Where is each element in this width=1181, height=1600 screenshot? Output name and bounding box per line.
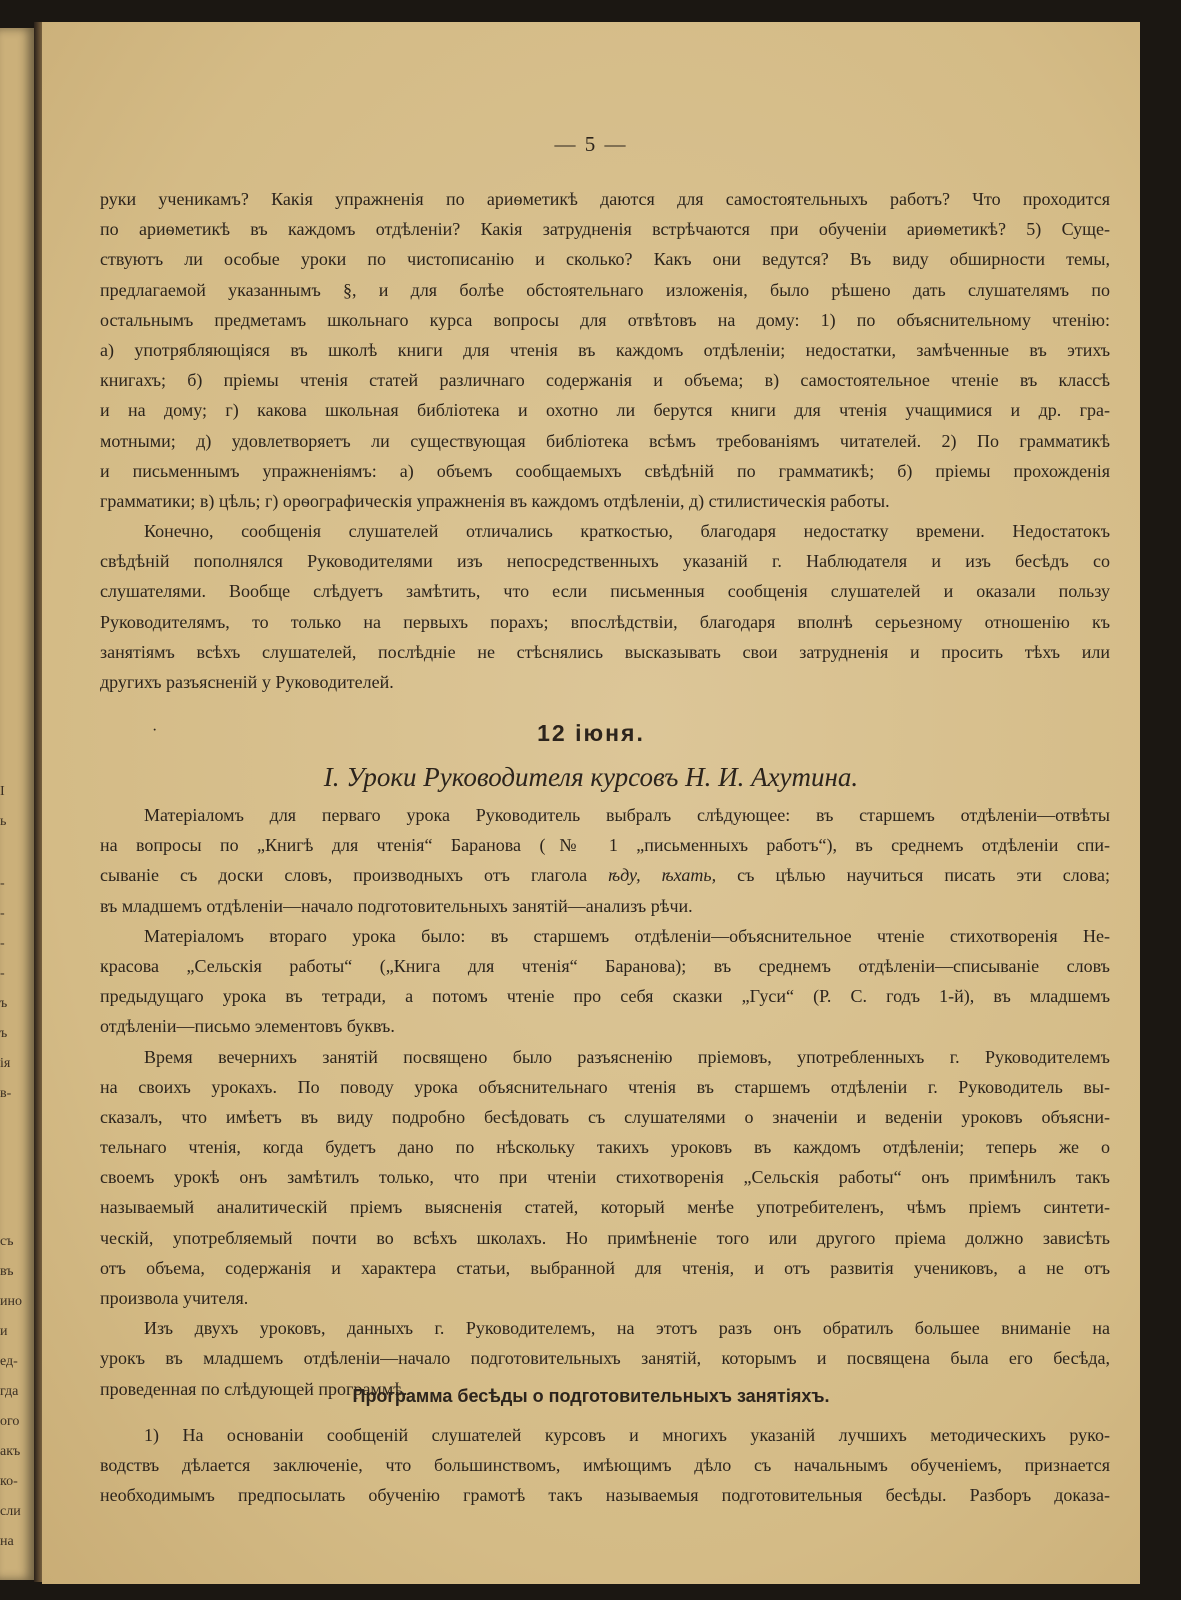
margin-fragment: гда	[0, 1384, 19, 1399]
text-line: грамматики; в) цѣль; г) орѳографическія упражненія въ каждомъ отдѣленіи, д) стилистическія работы.	[100, 490, 890, 511]
margin-fragment: ъ	[0, 1026, 8, 1041]
stray-dot: ·	[152, 722, 158, 739]
text-line: въ младшемъ отдѣленіи—начало подготовительныхъ занятій—анализъ рѣчи.	[100, 895, 693, 916]
text-line: Руководителямъ, то только на первыхъ порахъ; впослѣдствіи, благодаря вполнѣ серьезному отношенію къ	[100, 611, 1110, 632]
margin-fragment: акъ	[0, 1444, 21, 1459]
text-run: съ цѣлью научиться писать эти слова;	[716, 865, 1110, 886]
text-line: Конечно, сообщенія слушателей отличались краткостью, благодаря недостатку времени. Недостатокъ	[144, 521, 1110, 542]
margin-fragment: ед-	[0, 1354, 18, 1369]
text-line: произвола учителя.	[100, 1288, 249, 1308]
text-line: предлагаемой указаннымъ §, и для болѣе обстоятельнаго изложенія, было рѣшено дать слушателямъ по	[100, 279, 1110, 300]
margin-fragment: сли	[0, 1504, 21, 1519]
text-line: слушателями. Вообще слѣдуетъ замѣтить, что если письменныя сообщенія слушателей и оказали пользу	[100, 581, 1110, 602]
text-line: красова „Сельскія работы“ („Книга для чтенія“ Баранова); въ среднемъ отдѣленіи—списываніе словъ	[100, 955, 1110, 976]
margin-fragment: в-	[0, 1086, 12, 1101]
text-line: на своихъ урокахъ. По поводу урока объяснительнаго чтенія въ старшемъ отдѣленіи г. Руководитель вы-	[100, 1076, 1110, 1097]
margin-fragment: ь	[0, 814, 7, 829]
text-line: Время вечернихъ занятій посвящено было разъясненію пріемовъ, употребленныхъ г. Руководителемъ	[144, 1046, 1110, 1067]
text-block-program	[100, 1420, 1110, 1511]
date-heading: 12 іюня.	[537, 720, 645, 746]
text-line: водствъ дѣлается заключеніе, что большинствомъ, имѣющимъ дѣло съ начальнымъ обученіемъ, признается	[100, 1455, 1110, 1476]
text-line: сказалъ, что имѣетъ въ виду подробно бесѣдовать съ слушателями о значеніи и веденіи уроковъ объясни-	[100, 1106, 1110, 1127]
text-line: урокъ въ младшемъ отдѣленіи—начало подготовительныхъ занятій, которымъ и посвящена была его бесѣда,	[100, 1348, 1110, 1369]
text-line: на вопросы по „Книгѣ для чтенія“ Баранова (№ 1 „письменныхъ работъ“), въ среднемъ отдѣленіи спи-	[100, 835, 1110, 856]
text-line: Матеріаломъ для перваго урока Руководитель выбралъ слѣдующее: въ старшемъ отдѣленіи—отвѣты	[144, 805, 1110, 825]
text-line: руки ученикамъ? Какія упражненія по ариѳметикѣ даются для самостоятельныхъ работъ? Что проходится	[100, 189, 1110, 209]
text-run: сываніе съ доски словъ, производныхъ отъ глагола	[100, 865, 609, 886]
margin-fragment: ино	[0, 1294, 22, 1309]
text-line: 1) На основаніи сообщеній слушателей курсовъ и многихъ указаній лучшихъ методическихъ руко-	[144, 1425, 1110, 1445]
text-line: а) употрябляющіяся въ школѣ книги для чтенія въ каждомъ отдѣленіи; недостатки, замѣченные въ этихъ	[100, 339, 1110, 360]
text-line: и на дому; г) какова школьная библіотека и охотно ли берутся книги для чтенія учащимися и др. гра-	[100, 400, 1110, 421]
text-line: занятіямъ всѣхъ слушателей, послѣдніе не стѣснялись высказывать свои затрудненія и просить тѣхъ или	[100, 641, 1110, 662]
margin-fragment: -	[0, 906, 5, 921]
text-line: предыдущаго урока въ тетради, а потомъ чтеніе про себя сказки „Гуси“ (Р. С. годъ 1-й), въ младшемъ	[100, 986, 1110, 1007]
text-line: и письменнымъ упражненіямъ: а) объемъ сообщаемыхъ свѣдѣній по грамматикѣ; б) пріемы прохожденія	[100, 460, 1110, 481]
margin-fragment: ія	[0, 1056, 11, 1071]
margin-fragment: ко-	[0, 1474, 18, 1489]
text-line: отъ объема, содержанія и характера статьи, выбранной для чтенія, и отъ развитія учениковъ, а не отъ	[100, 1257, 1110, 1278]
text-line: тельнаго чтенія, когда будетъ дано по нѣскольку такихъ уроковъ въ каждомъ отдѣленіи; теперь же о	[100, 1137, 1110, 1158]
margin-fragment: съ	[0, 1234, 14, 1249]
text-line: называемый аналитическій пріемъ выясненія статей, который менѣе употребителенъ, чѣмъ пріемъ синтети-	[100, 1197, 1110, 1218]
page-number: — 5 —	[554, 132, 628, 156]
text-line: ствуютъ ли особые уроки по чистописанію и сколько? Какъ они ведутся? Въ виду обширности темы,	[100, 249, 1110, 270]
text-line: необходимымъ предпосылать обученію грамотѣ такъ называемыя подготовительныя бесѣды. Разборъ доказа-	[100, 1485, 1110, 1506]
margin-fragment: -	[0, 966, 5, 981]
text-line: другихъ разъясненій у Руководителей.	[100, 672, 394, 692]
margin-fragment: въ	[0, 1264, 14, 1279]
text-line: свѣдѣній пополнялся Руководителями изъ непосредственныхъ указаній г. Наблюдателя и изъ бесѣдъ со	[100, 551, 1110, 572]
text-line	[100, 860, 1110, 890]
text-line: ческій, употребляемый почти во всѣхъ школахъ. Но примѣненіе того или другого пріема должно зависѣть	[100, 1227, 1110, 1248]
italic-words: ѣду, ѣхать,	[608, 865, 717, 886]
text-line: остальнымъ предметамъ школьнаго курса вопросы для отвѣтовъ на дому: 1) по объяснительному чтенію:	[100, 309, 1110, 330]
program-heading: Программа бесѣды о подготовительныхъ занятіяхъ.	[352, 1386, 830, 1406]
margin-fragment: -	[0, 876, 5, 891]
margin-fragment: на	[0, 1534, 14, 1549]
text-line: Матеріаломъ втораго урока было: въ старшемъ отдѣленіи—объяснительное чтеніе стихотворенія Не-	[144, 925, 1110, 946]
text-line: книгахъ; б) пріемы чтенія статей различнаго содержанія и объема; в) самостоятельное чтеніе въ классѣ	[100, 370, 1110, 391]
text-line: отдѣленіи—письмо элементовъ буквъ.	[100, 1016, 395, 1037]
text-line: по ариѳметикѣ въ каждомъ отдѣленіи? Какія затрудненія встрѣчаются при обученіи ариѳметикѣ? 5) Суще-	[100, 219, 1110, 240]
section-heading: I. Уроки Руководителя курсовъ Н. И. Ахутина.	[323, 762, 859, 792]
margin-fragment: ъ	[0, 996, 8, 1011]
text-block-continued	[100, 184, 1110, 697]
text-line: Изъ двухъ уроковъ, данныхъ г. Руководителемъ, на этотъ разъ онъ обратилъ большее вниманіе на	[144, 1318, 1110, 1339]
text-line: своемъ урокѣ онъ замѣтилъ только, что при чтеніи стихотворенія „Сельскія работы“ онъ примѣнилъ такъ	[100, 1167, 1110, 1188]
text-line: проведенная по слѣдующей программѣ.	[100, 1378, 408, 1399]
margin-fragment: I	[0, 784, 5, 799]
margin-fragment: ого	[0, 1414, 20, 1429]
margin-fragment: и	[0, 1324, 8, 1339]
document-page	[42, 22, 1140, 1584]
text-block-lessons	[100, 800, 1110, 1404]
margin-fragment: -	[0, 936, 5, 951]
left-page-edge	[0, 28, 34, 1580]
text-line: мотными; д) удовлетворяетъ ли существующая библіотека всѣмъ требованіямъ читателей. 2) По грамматикѣ	[100, 430, 1110, 451]
